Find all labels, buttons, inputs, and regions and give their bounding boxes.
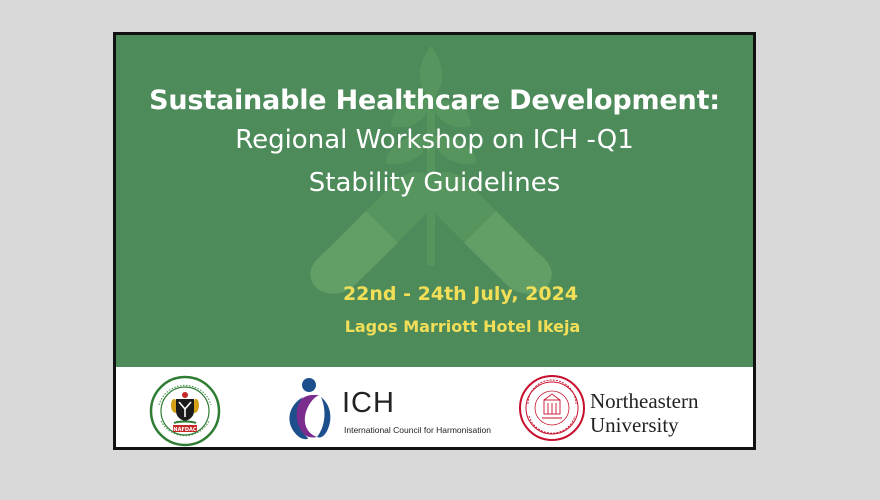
event-venue: Lagos Marriott Hotel Ikeja [344,317,581,336]
event-banner [113,32,756,450]
northeastern-name-line-2: University [590,413,679,437]
northeastern-wordmark [590,389,698,437]
ich-logo-subtitle: International Council for Harmonisation [344,425,491,435]
banner-title-line-2: Regional Workshop on ICH -Q1 [235,125,634,155]
northeastern-name-line-1: Northeastern [590,389,699,413]
svg-text:NAFDAC: NAFDAC [173,426,197,433]
banner-green-panel [116,35,753,367]
partner-logo-strip [116,367,753,450]
ich-logo-name: ICH [342,387,395,419]
banner-title-line-3: Stability Guidelines [308,168,561,198]
ich-logo-icon [281,375,341,445]
event-dates: 22nd - 24th July, 2024 [342,283,579,305]
northeastern-seal-icon [518,374,586,442]
nafdac-logo-icon [149,375,221,447]
banner-title-line-1: Sustainable Healthcare Development: [149,85,720,116]
